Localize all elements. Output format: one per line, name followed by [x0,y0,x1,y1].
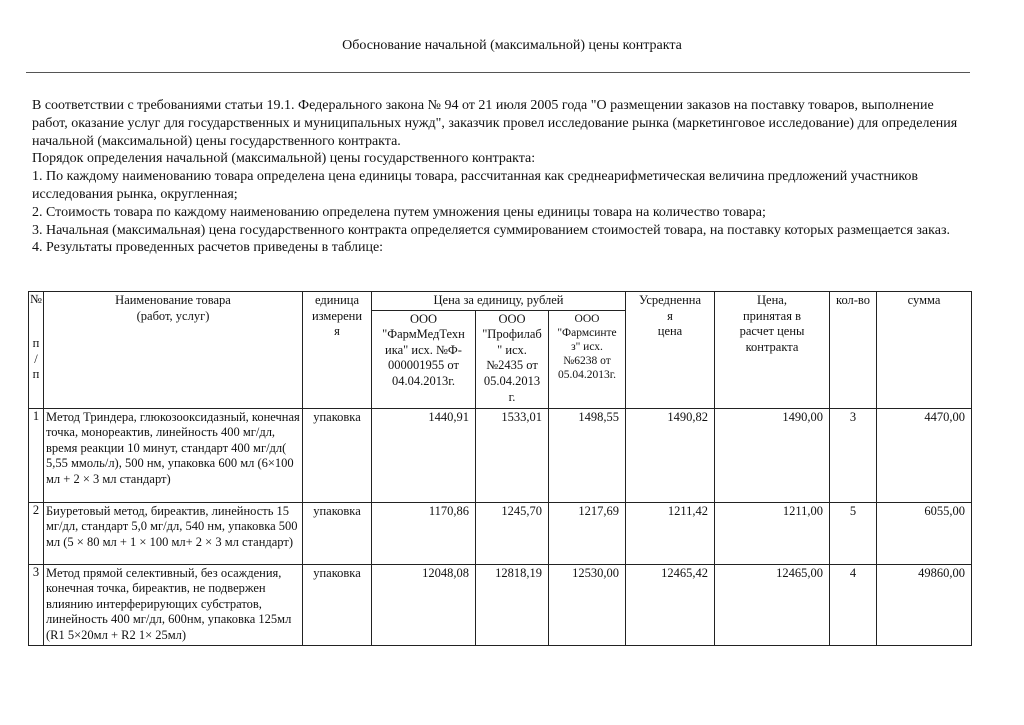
title-divider [26,72,970,73]
row-num: 3 [29,564,44,645]
row-avg: 12465,42 [626,564,715,645]
row-name: Метод Триндера, глюкозооксидазный, конечная точка, монореактив, линейность 400 мг/дл, время реакции 10 минут, стандарт 400 мг/дл( 5,55 ммоль/л), 500 нм, упаковка 600 мл (6×100 мл + 2 × 3 мл стандарт) [44,408,303,502]
row-num: 2 [29,502,44,564]
row-price-1: 1170,86 [372,502,476,564]
table-row [29,502,972,564]
row-unit: упаковка [303,408,372,502]
header-sum: сумма [877,292,972,409]
row-num: 1 [29,408,44,502]
procedure-item-2: 2. Стоимость товара по каждому наименованию определена путем умножения цены единицы товара на количество товара; [32,204,766,220]
row-sum: 6055,00 [877,502,972,564]
table-row [29,408,972,502]
row-price-1: 1440,91 [372,408,476,502]
row-qty: 4 [830,564,877,645]
intro-paragraph: В соответствии с требованиями статьи 19.1. Федерального закона № 94 от 21 июля 2005 года "О размещении заказов на поставку товаров, выполнение работ, оказание услуг для государственных и муниципальных нужд", заказчик провел исследование рынка (маркетинговое исследование) для определения начальной (максимальной) цены государственного контракта. [32,98,958,149]
row-price-3: 1217,69 [549,502,626,564]
header-avg: Усредненна я цена [626,292,715,409]
header-supplier-3: ООО "Фармсинте з" исх. №6238 от 05.04.2013г. [549,310,626,408]
row-avg: 1211,42 [626,502,715,564]
header-name: Наименование товара (работ, услуг) [44,292,303,409]
procedure-item-3: 3. Начальная (максимальная) цена государственного контракта определяется суммированием стоимостей товара, на поставку которых размещается заказ. [32,222,950,238]
header-num-cell [29,292,44,409]
intro-text [32,97,972,257]
row-unit: упаковка [303,564,372,645]
header-accepted: Цена, принятая в расчет цены контракта [715,292,830,409]
row-sum: 4470,00 [877,408,972,502]
row-qty: 3 [830,408,877,502]
header-supplier-2: ООО "Профилаб " исх. №2435 от 05.04.2013 г. [476,310,549,408]
row-accepted: 1211,00 [715,502,830,564]
row-accepted: 12465,00 [715,564,830,645]
row-price-2: 1533,01 [476,408,549,502]
row-name: Биуретовый метод, биреактив, линейность 15 мг/дл, стандарт 5,0 мг/дл, 540 нм, упаковка 500 мл (5 × 80 мл + 1 × 100 мл+ 2 × 3 мл стандарт) [44,502,303,564]
row-unit: упаковка [303,502,372,564]
procedure-item-4: 4. Результаты проведенных расчетов приведены в таблице: [32,240,384,256]
row-price-2: 1245,70 [476,502,549,564]
row-price-2: 12818,19 [476,564,549,645]
row-price-3: 12530,00 [549,564,626,645]
row-qty: 5 [830,502,877,564]
row-price-1: 12048,08 [372,564,476,645]
table-header-row [29,292,972,311]
row-accepted: 1490,00 [715,408,830,502]
document-title: Обоснование начальной (максимальной) цены контракта [342,38,682,53]
header-num-bottom: п / п [32,336,40,382]
row-name: Метод прямой селективный, без осаждения, конечная точка, биреактив, не подвержен влиянию интерферирующих субстратов, линейность 400 мг/дл, 600нм, упаковка 125мл (R1 5×20мл + R2 1× 25мл) [44,564,303,645]
row-price-3: 1498,55 [549,408,626,502]
header-num-top: № [30,292,42,306]
header-price-group: Цена за единицу, рублей [372,292,626,311]
row-sum: 49860,00 [877,564,972,645]
header-qty: кол-во [830,292,877,409]
header-supplier-1: ООО "ФармМедТехн ика" исх. №Ф- 000001955 от 04.04.2013г. [372,310,476,408]
table-row [29,564,972,645]
procedure-item-1: 1. По каждому наименованию товара определена цена единицы товара, рассчитанная как среднеарифметическая величина предложений участников исследования рынка, округленная; [32,169,919,202]
procedure-heading: Порядок определения начальной (максимальной) цены государственного контракта: [32,151,536,167]
header-unit: единица измерени я [303,292,372,409]
row-avg: 1490,82 [626,408,715,502]
price-table [28,291,972,646]
